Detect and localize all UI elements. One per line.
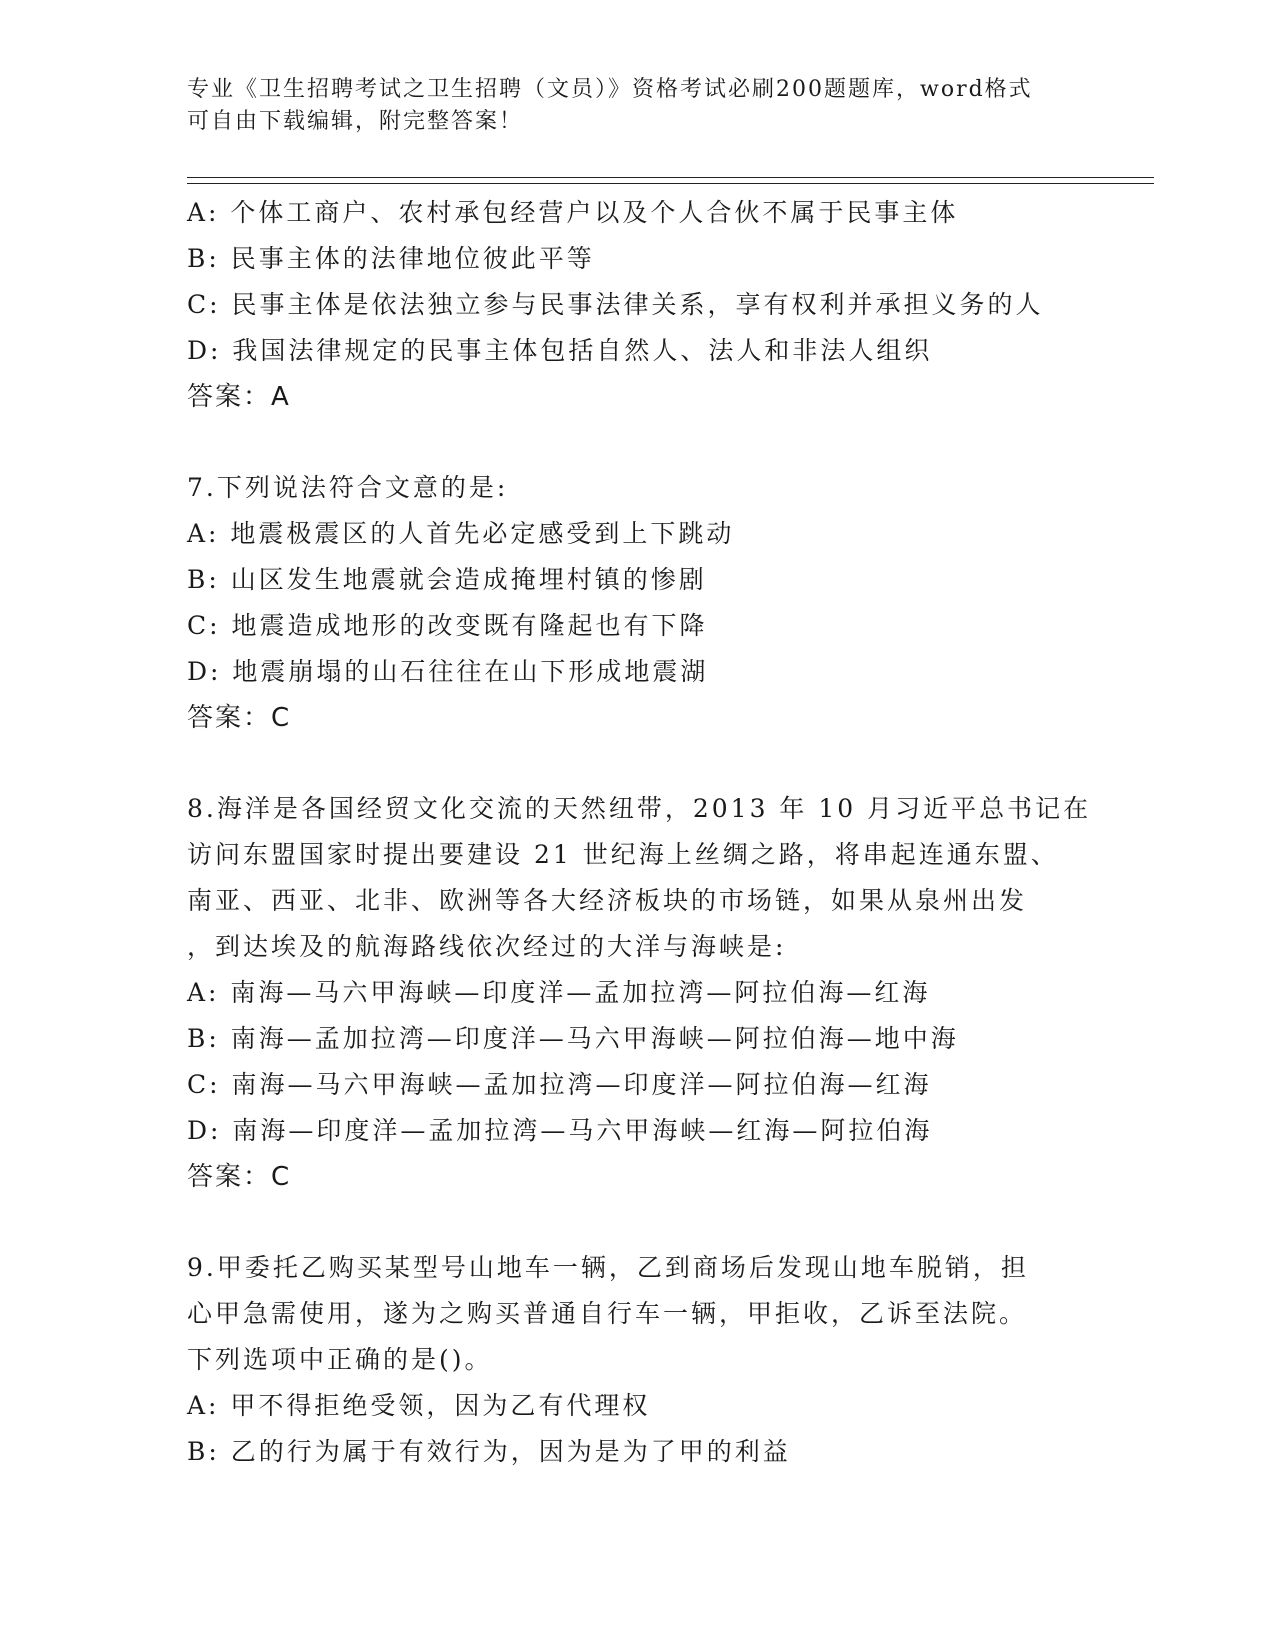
question-spacer <box>187 420 1087 465</box>
question-8 <box>187 786 1092 1200</box>
option-d: D: 南海—印度洋—孟加拉湾—马六甲海峡—红海—阿拉伯海 <box>187 1116 933 1145</box>
stem-line: 8.海洋是各国经贸文化交流的天然纽带，2013 年 10 月习近平总书记在 <box>187 794 1092 823</box>
option-c: C: 地震造成地形的改变既有隆起也有下降 <box>187 611 708 640</box>
answer: 答案：C <box>187 1162 292 1192</box>
stem-line: 下列选项中正确的是()。 <box>187 1345 493 1374</box>
option-a: A: 地震极震区的人首先必定感受到上下跳动 <box>187 519 735 548</box>
option-d: D: 地震崩塌的山石往往在山下形成地震湖 <box>187 657 709 686</box>
header-title-line-1: 专业《卫生招聘考试之卫生招聘（文员）》资格考试必刷200题题库，word格式 <box>187 77 1033 102</box>
question-6 <box>187 190 1087 420</box>
stem-line: 访问东盟国家时提出要建设 21 世纪海上丝绸之路，将串起连通东盟、 <box>187 840 1059 869</box>
document-header <box>187 74 1087 138</box>
stem-line: 9.甲委托乙购买某型号山地车一辆，乙到商场后发现山地车脱销，担 <box>187 1253 1029 1282</box>
question-7 <box>187 465 1087 741</box>
header-divider-top <box>187 177 1154 178</box>
question-stem <box>187 465 1087 511</box>
question-stem <box>187 1245 1087 1383</box>
stem-line: 南亚、西亚、北非、欧洲等各大经济板块的市场链，如果从泉州出发 <box>187 886 1028 915</box>
option-b: B: 民事主体的法律地位彼此平等 <box>187 244 595 273</box>
option-a: A: 南海—马六甲海峡—印度洋—孟加拉湾—阿拉伯海—红海 <box>187 978 931 1007</box>
option-d: D: 我国法律规定的民事主体包括自然人、法人和非法人组织 <box>187 336 933 365</box>
answer: 答案：C <box>187 703 292 733</box>
question-spacer <box>187 1200 1087 1245</box>
option-b: B: 山区发生地震就会造成掩埋村镇的惨剧 <box>187 565 707 594</box>
question-9 <box>187 1245 1087 1475</box>
option-c: C: 民事主体是依法独立参与民事法律关系，享有权利并承担义务的人 <box>187 290 1044 319</box>
option-b: B: 南海—孟加拉湾—印度洋—马六甲海峡—阿拉伯海—地中海 <box>187 1024 959 1053</box>
header-divider-bottom <box>187 183 1154 184</box>
option-b: B: 乙的行为属于有效行为，因为是为了甲的利益 <box>187 1437 791 1466</box>
question-spacer <box>187 741 1087 786</box>
stem-line: 心甲急需使用，遂为之购买普通自行车一辆，甲拒收，乙诉至法院。 <box>187 1299 1028 1328</box>
answer: 答案：A <box>187 382 291 412</box>
header-title-line-2: 可自由下载编辑，附完整答案！ <box>187 109 524 134</box>
question-list <box>187 190 1092 1475</box>
stem-line: 7.下列说法符合文意的是: <box>187 473 509 502</box>
option-c: C: 南海—马六甲海峡—孟加拉湾—印度洋—阿拉伯海—红海 <box>187 1070 932 1099</box>
option-a: A: 甲不得拒绝受领，因为乙有代理权 <box>187 1391 651 1420</box>
stem-line: ，到达埃及的航海路线依次经过的大洋与海峡是: <box>187 932 787 961</box>
option-a: A: 个体工商户、农村承包经营户以及个人合伙不属于民事主体 <box>187 198 959 227</box>
question-stem <box>187 786 1092 970</box>
